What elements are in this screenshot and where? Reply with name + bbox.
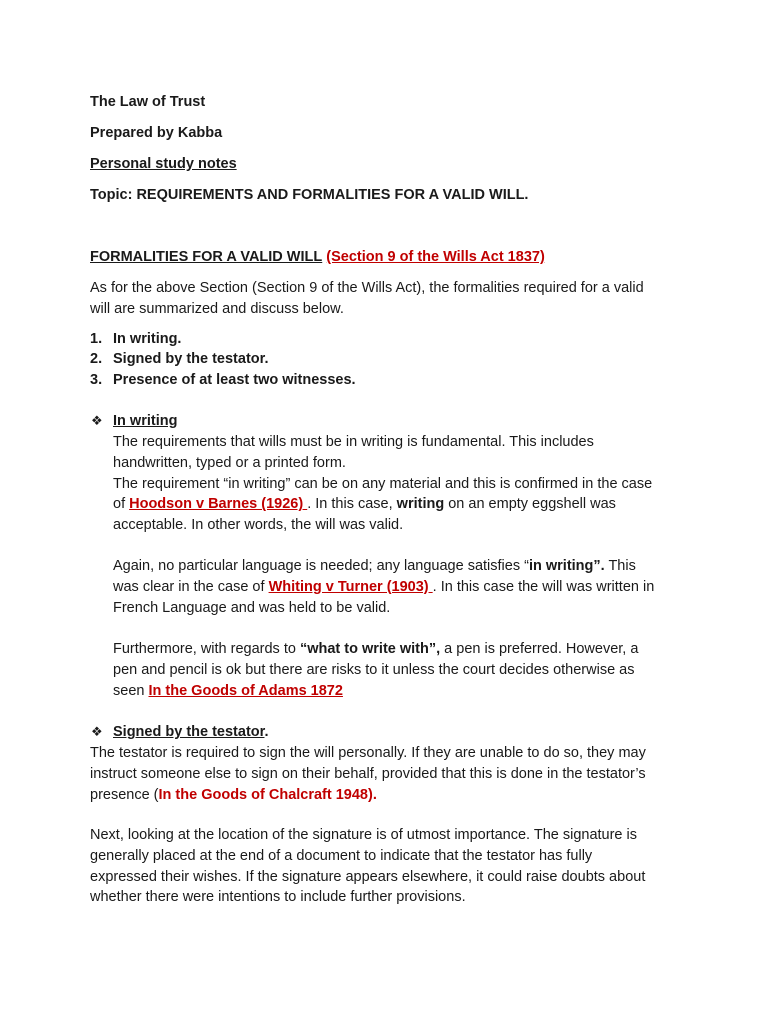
- paragraph-line: instruct someone else to sign on their behalf, provided that this is done in the testator’s: [90, 765, 646, 782]
- text-run: . In this case,: [307, 496, 397, 513]
- section-heading-reference: (Section 9 of the Wills Act 1837): [326, 249, 545, 265]
- emphasis-text: writing: [396, 496, 445, 513]
- paragraph-line: The requirement “in writing” can be on any material and this is confirmed in the case: [113, 475, 653, 492]
- case-citation-chalcraft: In the Goods of Chalcraft 1948).: [158, 786, 377, 803]
- list-item: [90, 370, 356, 391]
- text-run: . In this case the will was written in: [432, 578, 655, 595]
- list-text: Presence of at least two witnesses.: [113, 372, 356, 388]
- signed-paragraph-2: [90, 825, 690, 908]
- list-item: [90, 349, 269, 370]
- topic-line: Topic: REQUIREMENTS AND FORMALITIES FOR A VALID WILL.: [90, 187, 529, 203]
- signed-heading-text: Signed by the testator: [113, 724, 265, 740]
- text-run: a pen is preferred. However, a: [440, 641, 639, 657]
- list-number: 1.: [90, 331, 103, 347]
- document-title: The Law of Trust: [90, 94, 206, 110]
- paragraph-line: generally placed at the end of a document to indicate that the testator has fully: [90, 847, 593, 864]
- text-run: was clear in the case of: [113, 578, 269, 595]
- signed-heading: [113, 722, 683, 743]
- paragraph-line: Next, looking at the location of the signature is of utmost importance. The signature is: [90, 827, 637, 843]
- in-writing-paragraph-2: [113, 556, 683, 618]
- case-citation-adams: In the Goods of Adams 1872: [148, 682, 343, 699]
- paragraph-line: [113, 577, 683, 598]
- paragraph-line: whether there were intentions to include further provisions.: [90, 889, 466, 906]
- text-run: Furthermore, with regards to: [113, 641, 300, 657]
- text-run: of: [113, 496, 130, 513]
- paragraph-line: [90, 785, 690, 806]
- intro-line: As for the above Section (Section 9 of the Wills Act), the formalities required for a valid: [90, 280, 644, 296]
- section-heading-text: FORMALITIES FOR A VALID WILL: [90, 249, 323, 265]
- list-number: 3.: [90, 372, 103, 388]
- author-line: Prepared by Kabba: [90, 125, 223, 141]
- list-text: Signed by the testator.: [113, 351, 269, 367]
- study-notes-label: Personal study notes: [90, 156, 237, 172]
- paragraph-line: The requirements that wills must be in writing is fundamental. This includes: [113, 434, 594, 450]
- section-heading: [90, 247, 545, 268]
- paragraph-line: The testator is required to sign the will personally. If they are unable to do so, they may: [90, 745, 646, 761]
- paragraph-line: [113, 639, 683, 660]
- emphasis-text: “what to write with”,: [299, 641, 441, 657]
- list-item: [90, 329, 181, 350]
- in-writing-paragraph-1: [113, 432, 683, 536]
- text-run: seen: [113, 682, 149, 699]
- heading-punctuation: .: [264, 724, 269, 740]
- paragraph-line: handwritten, typed or a printed form.: [113, 454, 346, 471]
- text-run: Again, no particular language is needed; any language satisfies “: [113, 558, 529, 574]
- list-number: 2.: [90, 351, 103, 367]
- paragraph-line: [113, 494, 683, 515]
- text-run: on an empty eggshell was: [444, 496, 616, 513]
- diamond-bullet-icon: ❖: [91, 724, 103, 739]
- paragraph-line: expressed their wishes. If the signature appears elsewhere, it could raise doubts about: [90, 868, 646, 885]
- case-citation-whiting: Whiting v Turner (1903): [268, 578, 433, 595]
- signed-paragraph-1: [90, 743, 690, 805]
- in-writing-heading: In writing: [113, 413, 178, 429]
- paragraph-line: French Language and was held to be valid.: [113, 599, 391, 616]
- paragraph-line: [113, 556, 683, 577]
- list-text: In writing.: [113, 331, 182, 347]
- text-run: This: [604, 558, 636, 574]
- text-run: presence (: [90, 786, 159, 803]
- intro-line: will are summarized and discuss below.: [90, 300, 344, 317]
- diamond-bullet-icon: ❖: [91, 413, 103, 428]
- emphasis-text: in writing”.: [528, 558, 605, 574]
- case-citation-hoodson: Hoodson v Barnes (1926): [129, 496, 308, 513]
- in-writing-paragraph-3: [113, 639, 683, 701]
- paragraph-line: [113, 681, 683, 702]
- paragraph-line: acceptable. In other words, the will was valid.: [113, 517, 404, 534]
- intro-paragraph: [90, 278, 690, 320]
- paragraph-line: pen and pencil is ok but there are risks to it unless the court decides otherwise as: [113, 661, 635, 678]
